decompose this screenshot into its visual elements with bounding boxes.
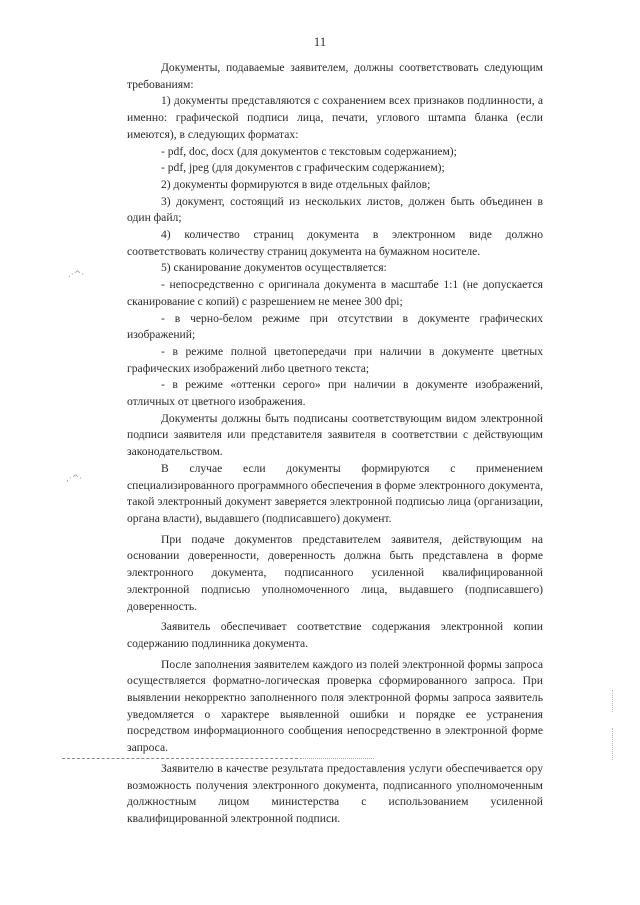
paragraph-text: - pdf, jpeg (для документов с графическим содержанием); (161, 161, 445, 175)
paragraph-text: Документы, подаваемые заявителем, должны соответствовать следующим требованиям: (127, 61, 543, 91)
paragraph (127, 194, 543, 227)
paragraph-text: После заполнения заявителем каждого из полей электронной формы запроса осуществляется форматно-логическая проверка сформированного запроса. При выявлении некорректно заполненного поля электронной формы запроса заявитель уведомляется о характере выявленной ошибки и порядке ее устранения посредством информационного сообщения непосредственно в электронной форме запроса. (127, 657, 543, 755)
paragraph-text: Заявитель обеспечивает соответствие содержания электронной копии содержанию подлинника документа. (127, 620, 543, 650)
paragraph-text: 4) количество страниц документа в электронном виде должно соответствовать количеству страниц документа на бумажном носителе. (127, 228, 543, 258)
margin-dots (612, 728, 615, 760)
paragraph (127, 657, 543, 757)
paragraph (127, 377, 543, 410)
paragraph (127, 411, 543, 461)
margin-dots (612, 690, 615, 712)
paragraph-text: Заявителю в качестве результата предоставления услуги обеспечивается ору возможность получения электронного документа, подписанного уполномоченным должностным лицом министерства с использованием усиленной квалифицированной электронной подписи. (127, 761, 543, 825)
paragraph (127, 311, 543, 344)
paragraph-text: 1) документы представляются с сохранением всех признаков подлинности, а именно: графической подписи лица, печати, углового штампа бланка (если имеются), в следующих форматах: (127, 94, 543, 141)
paragraph-text: При подаче документов представителем заявителя, действующим на основании доверенности, доверенность должна быть представлена в форме электронного документа, подписанного усиленной квалифицированной электронной подписью уполномоченного лица, выдавшего (подписавшего) доверенность. (127, 532, 543, 613)
paragraph (127, 144, 543, 161)
paragraph (127, 93, 543, 143)
paragraph (127, 344, 543, 377)
paragraph-text: - в режиме «оттенки серого» при наличии в документе изображений, отличных от цветного изображения. (127, 378, 543, 409)
paragraph-text: 2) документы формируются в виде отдельных файлов; (161, 177, 431, 191)
page-number: 11 (313, 34, 327, 49)
scan-mark-icon: ,·^· (66, 474, 83, 484)
paragraph-text: - непосредственно с оригинала документа в масштабе 1:1 (не допускается сканирование с копий) с разрешением не менее 300 dpi; (127, 278, 543, 308)
paragraph (127, 532, 543, 616)
paragraph (127, 277, 543, 310)
paragraph-text: 3) документ, состоящий из нескольких листов, должен быть объединен в один файл; (127, 194, 543, 225)
paragraph (127, 260, 543, 277)
paragraph (127, 60, 543, 93)
paragraph (127, 461, 543, 528)
paragraph (127, 160, 543, 177)
paragraph-text: - в черно-белом режиме при отсутствии в документе графических изображений; (127, 311, 543, 342)
paragraph-text: Документы должны быть подписаны соответствующим видом электронной подписи заявителя или представителя заявителя в соответствии с действующим законодательством. (127, 411, 543, 459)
document-body (127, 60, 543, 828)
scan-mark-icon: .·^· (68, 270, 85, 280)
paragraph-text: - в режиме полной цветопередачи при наличии в документе цветных графических изображений либо цветного текста; (127, 344, 543, 375)
footer-rule (62, 758, 298, 759)
paragraph (127, 177, 543, 194)
paragraph-text: 5) сканирование документов осуществляется: (161, 261, 387, 275)
paragraph (127, 761, 543, 828)
paragraph-text: - pdf, doc, docx (для документов с текстовым содержанием); (161, 144, 457, 158)
paragraph (127, 227, 543, 260)
paragraph-text: В случае если документы формируются с применением специализированного программного обеспечения в форме электронного документа, такой электронный документ заверяется электронной подписью лица (организации, органа власти), выдавшего (подписавшего) документ. (127, 461, 543, 525)
paragraph (127, 619, 543, 652)
footer-rule (300, 758, 374, 759)
